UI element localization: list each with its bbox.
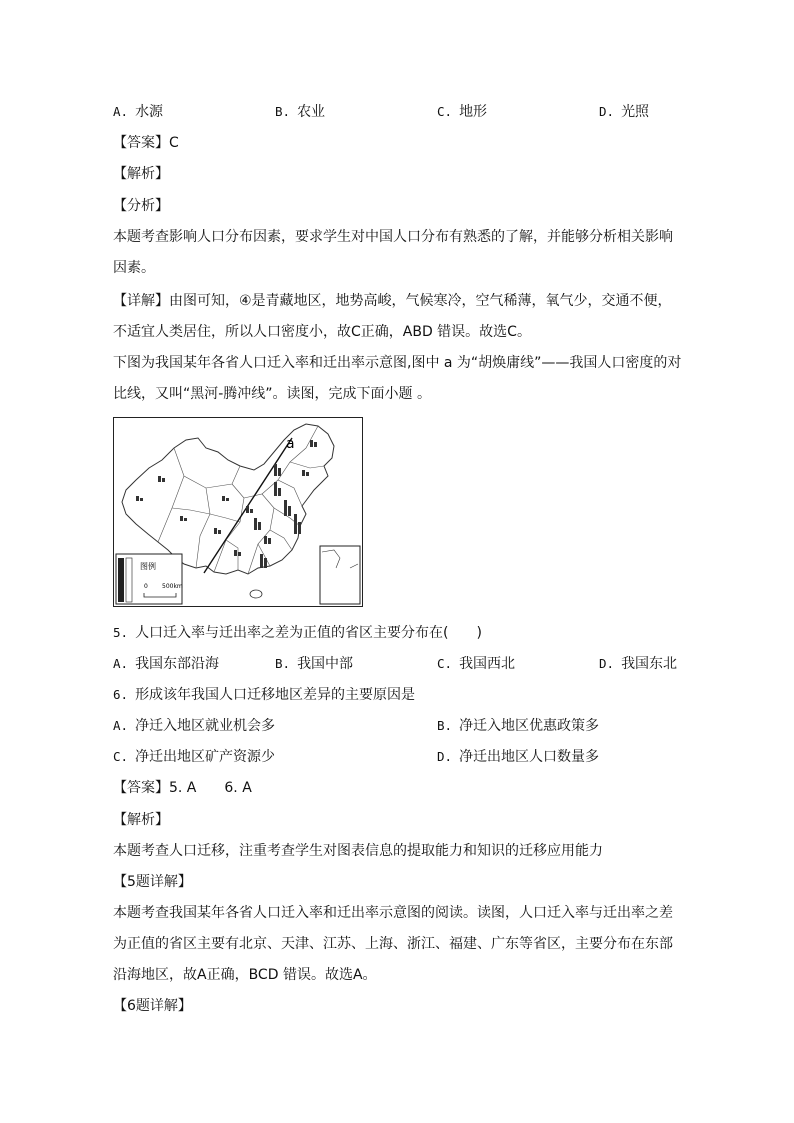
q6-option-d: D. 净迁出地区人口数量多 [437,749,600,765]
q6-detail-heading: 【6题详解】 [113,998,192,1014]
legend-swatch-out [118,558,124,602]
fenxi-heading: 【分析】 [113,198,169,214]
q4-option-a: A. 水源 [113,104,164,120]
detail-1-text: 由图可知，④是青藏地区，地势高峻，气候寒冷，空气稀薄，氧气少，交通不便，不适宜人类居住，所以人口密度小，故C正确，ABD 错误。故选C。 [113,293,672,340]
hu-huanyong-line [204,438,292,573]
scale-end: 500km [162,583,183,590]
q5-option-c: C. 我国西北 [437,656,516,672]
q4-option-c: C. 地形 [437,104,488,120]
analysis-2-heading: 【解析】 [113,812,169,828]
q6-option-c: C. 净迁出地区矿产资源少 [113,749,276,765]
question-6: 6. 形成该年我国人口迁移地区差异的主要原因是 [113,687,416,703]
scale-zero: 0 [144,583,148,590]
province-borders [158,426,324,574]
analysis-1-heading: 【解析】 [113,166,169,182]
south-sea-inset [320,546,360,604]
line-label-a: a [286,436,295,452]
q5-detail-heading: 【5题详解】 [113,874,192,890]
q5-detail-text: 本题考查我国某年各省人口迁入率和迁出率示意图的阅读。读图，人口迁入率与迁出率之差为正值的省区主要有北京、天津、江苏、上海、浙江、福建、广东等省区，主要分布在东部沿海地区，故A正确，BCD 错误。故选A。 [113,905,673,983]
q5-option-a: A. 我国东部沿海 [113,656,220,672]
question-5: 5. 人口迁入率与迁出率之差为正值的省区主要分布在( ) [113,625,482,641]
analysis-2-text: 本题考查人口迁移，注重考查学生对图表信息的提取能力和知识的迁移应用能力 [113,843,603,859]
q4-option-d: D. 光照 [599,104,650,120]
q5-option-b: B. 我国中部 [275,656,354,672]
detail-1 [113,286,683,348]
q6-option-a: A. 净迁入地区就业机会多 [113,718,276,734]
china-migration-map [113,417,363,607]
legend-swatch-in [126,558,132,602]
q5-option-d: D. 我国东北 [599,656,678,672]
legend-title: 图例 [140,562,156,571]
detail-1-tag: 【详解】 [113,293,169,309]
fenxi-text: 本题考查影响人口分布因素，要求学生对中国人口分布有熟悉的了解，并能够分析相关影响因素。 [113,229,673,276]
q4-option-b: B. 农业 [275,104,326,120]
map-drawing [114,418,362,606]
answer-1: 【答案】C [113,135,179,151]
hainan-island [250,590,262,598]
intro-text: 下图为我国某年各省人口迁入率和迁出率示意图,图中 a 为“胡焕庸线”——我国人口密度的对比线，又叫“黑河-腾冲线”。读图，完成下面小题 。 [113,355,682,402]
answer-2: 【答案】5. A 6. A [113,780,252,796]
q6-option-b: B. 净迁入地区优惠政策多 [437,718,600,734]
